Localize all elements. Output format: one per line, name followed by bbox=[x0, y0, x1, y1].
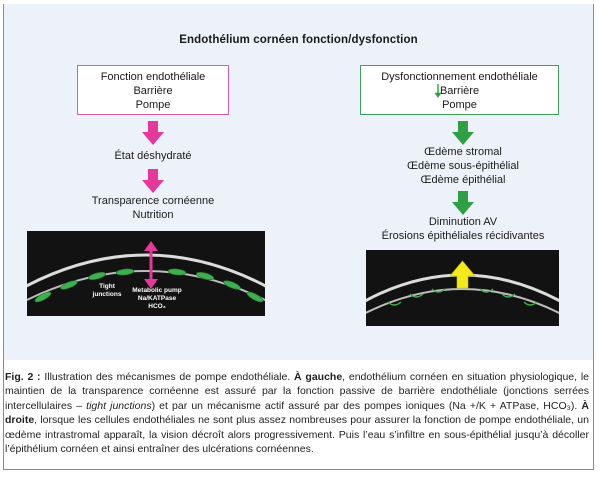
green-down-arrow bbox=[452, 191, 474, 215]
box-line: Barrière bbox=[133, 85, 173, 97]
transparency-text bbox=[57, 194, 249, 222]
caption-text: , endothélium cornéen en situation physiologique, le maintien de la transparence cornéenne est assuré par la fonction passive de barrière endothéliale (jonctions serrées intercellulaires – bbox=[5, 371, 589, 412]
text-line: Transparence cornéenne bbox=[91, 195, 215, 207]
label-line: Metabolic pump bbox=[132, 287, 182, 294]
cornea-drawing bbox=[366, 250, 559, 326]
box-line: Dysfonctionnement endothéliale bbox=[381, 71, 538, 83]
diagram-title: Endothélium cornéen fonction/dysfonction bbox=[179, 34, 418, 46]
caption-text: , lorsque les cellules endothéliales ne sont plus assez nombreuses pour assurer la fonction de pompe endothéliale, un œdème intrastromal apparaît, la vision décroît alors progressivement. Puis l’eau s’infiltre en sous-épithélial jusqu’à décoller l’épithélium cornéen et ainsi entraîner des ulcérations cornéennes. bbox=[5, 414, 589, 456]
label-line: Tight bbox=[99, 283, 115, 290]
normal-function-box bbox=[77, 65, 229, 115]
consequences-text bbox=[359, 215, 567, 243]
caption-fig-label: Fig. 2 : bbox=[5, 371, 41, 383]
text-line: Œdème épithélial bbox=[420, 174, 506, 186]
decrease-arrow-icon bbox=[431, 84, 445, 98]
label-line: junctions bbox=[92, 291, 122, 298]
edema-list bbox=[375, 145, 551, 187]
text-line: Œdème stromal bbox=[424, 146, 502, 158]
dysfunctional-cornea-illustration bbox=[366, 250, 559, 326]
caption-text: ) et par un mécanisme actif assuré par des pompes ioniques (Na +/K + ATPase, HCO₃). bbox=[151, 399, 582, 412]
figure-caption bbox=[5, 370, 589, 456]
tight-junctions-label bbox=[87, 283, 127, 299]
box-line: Pompe bbox=[135, 99, 171, 111]
caption-right-label: À droite bbox=[5, 399, 589, 427]
metabolic-pump-label bbox=[127, 287, 187, 311]
box-line: Pompe bbox=[442, 99, 477, 111]
green-down-arrow bbox=[452, 121, 474, 145]
pink-down-arrow bbox=[142, 121, 164, 145]
label-line: HCO₃ bbox=[148, 303, 166, 310]
text-line: Nutrition bbox=[132, 209, 174, 221]
text-line: Érosions épithéliales récidivantes bbox=[381, 230, 545, 242]
dehydrated-state-text: État déshydraté bbox=[114, 150, 192, 162]
diagram-panel bbox=[4, 4, 593, 360]
caption-text: Illustration des mécanismes de pompe endothéliale. bbox=[40, 371, 295, 383]
healthy-cornea-illustration bbox=[27, 231, 265, 316]
caption-tight-junctions: tight junctions bbox=[86, 399, 152, 412]
text-line: Œdème sous-épithélial bbox=[407, 160, 519, 172]
box-line: Fonction endothéliale bbox=[100, 71, 206, 83]
label-line: Na/KATPase bbox=[137, 295, 177, 302]
caption-left-label: À gauche bbox=[294, 371, 343, 383]
pink-down-arrow bbox=[142, 169, 164, 193]
box-line: Barrière bbox=[439, 85, 480, 97]
text-line: Diminution AV bbox=[428, 216, 498, 228]
dysfunction-box bbox=[360, 65, 559, 115]
